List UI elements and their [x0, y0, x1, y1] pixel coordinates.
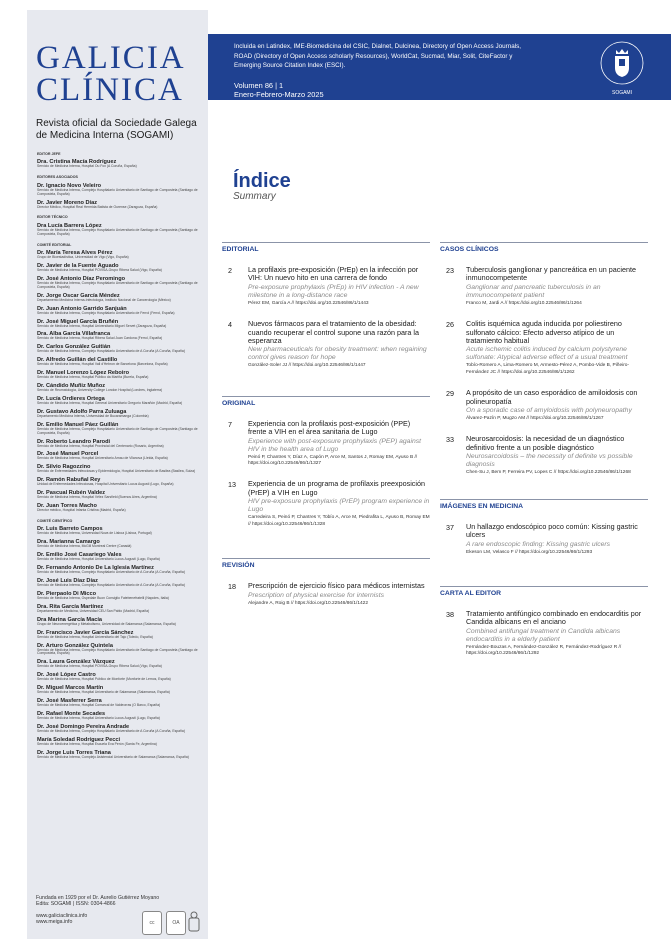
board-member [37, 409, 205, 419]
board-member [37, 383, 205, 393]
section-heading: ORIGINAL [222, 396, 430, 407]
toc-entry[interactable] [222, 266, 430, 307]
article-title[interactable]: Nuevos fármacos para el tratamiento de la obesidad: cuando recuperar el control supone una razón para la esperanza [248, 319, 420, 346]
article-subtitle: Pre-exposure prophylaxis (PrEp) in HIV infection - A new milestone in a long-distance race [248, 283, 419, 299]
member-affiliation: Departamento Medicina Interna-Infectología, Instituto Nacional de Cancerología (México) [37, 297, 171, 302]
member-affiliation: Servicio de Medicina Interna, Hospital Escuela Eva Perón (Santa Fe, Argentina) [37, 741, 157, 746]
article-authors-doi: Peinó P, Chantres Y, Díaz A, Capón P, Arce M, Santos J, Romay EM, Ayuso B // https://doi.org/10.22546/86/1/1327 [248, 454, 418, 467]
board-member [37, 357, 205, 367]
member-affiliation: Servicio de Medicina Interna, Complejo Hospitalario Universitario de A Coruña (A Coruña, España) [37, 728, 185, 733]
member-name: Dra. Marianna Camargo [37, 539, 100, 546]
page-number: 29 [446, 389, 454, 399]
member-affiliation: Servicio de Medicina Interna, Universidad Nova de Lisboa (Lisboa, Portugal) [37, 531, 152, 536]
member-affiliation: Servicio de Medicina Interna, Hospital General Universitario Gregorio Marañón (Madrid, España) [37, 400, 183, 405]
member-name: Dr. Roberto Leandro Parodi [37, 438, 111, 445]
article-authors-doi: González-Soler JJ // https://doi.org/10.22546/86/1/1447 [248, 363, 366, 369]
board-member [37, 659, 205, 669]
member-name: Dr. Javier de la Fuente Aguado [37, 262, 119, 269]
board-member [37, 565, 205, 575]
toc-entry[interactable] [440, 389, 648, 422]
society-crest-small-icon [186, 910, 202, 934]
member-name: Dr. Pascual Rubén Valdez [37, 490, 106, 497]
board-member [37, 672, 205, 682]
member-affiliation: Director Médico, Hospital Real Hermida Batista de Ourense (Zaragoza, España) [37, 204, 158, 209]
page-number: 37 [446, 522, 454, 532]
board-member [37, 604, 205, 614]
article-title[interactable]: La profilaxis pre-exposición (PrEp) en la infección por VIH: Un nuevo hito en una carrera de fondo [248, 265, 419, 283]
issn-text: Edita: SOGAMI | ISSN: 0304-4866 [36, 901, 116, 908]
volume-number: Volumen 86 | 1 [234, 81, 284, 90]
website-link[interactable]: www.galiciaclinica.info [36, 913, 88, 919]
toc-section [222, 242, 430, 370]
member-name: Dra. Cristina Macía Rodríguez [37, 159, 117, 166]
member-affiliation: Servicio de Medicina Interna, Complejo Hospitalario Universitario de Santiago de Compostela (Santiago de Compostela, España) [37, 227, 198, 236]
member-name: Dra Lucía Barrera López [37, 222, 102, 229]
member-name: Dr. Arturo González Quintela [37, 642, 113, 649]
member-affiliation: Servicio de Enfermedades Infecciosas y Epidemiología, Hospital Universitario de Basilea (Basilea, Suiza) [37, 469, 196, 474]
society-name: SOGAMI [611, 90, 632, 96]
board-section-heading: COMITÉ EDITORIAL [37, 242, 72, 247]
board-member [37, 319, 205, 329]
board-member [37, 464, 205, 474]
member-affiliation: Grupo de Bioestadística, Universidad de Vigo (Vigo, España) [37, 255, 129, 260]
toc-entry[interactable] [222, 320, 430, 370]
article-title[interactable]: Un hallazgo endoscópico poco común: Kissing gastric ulcers [466, 521, 638, 540]
member-affiliation: Servicio de Medicina Interna, Hospital Provincial del Centenario (Rosario, Argentina) [37, 443, 164, 448]
board-member [37, 263, 205, 273]
section-heading: CASOS CLÍNICOS [440, 242, 648, 253]
member-name: Dr. Ignacio Novo Veleiro [37, 182, 102, 189]
toc-right-column [440, 242, 648, 658]
toc-entry[interactable] [440, 610, 648, 658]
member-name: Dr. Rafael Monte Secades [37, 711, 106, 717]
page-number: 4 [228, 320, 232, 330]
article-authors-doi: Chen-Su J, Bem P, Ferreira PV, Lopes C // https://doi.org/10.22546/86/1/1268 [466, 470, 631, 476]
article-subtitle: HIV pre-exposure prophylaxis (PrEP) program experience in Lugo [248, 498, 430, 514]
board-member [37, 490, 205, 500]
member-name: Dr. María Teresa Alves Pérez [37, 250, 113, 257]
member-affiliation: Servicio de Medicina Interna, Complejo Hospitalario Universitario de Santiago de Compostela (Santiago de Compostela, España) [37, 280, 198, 289]
page-number: 7 [228, 419, 232, 429]
board-member [37, 200, 205, 210]
article-authors-doi: Fernández-Bouzas A, Fernández-González R, Fernández-Rodríguez R // https://doi.org/10.22546/86/1/1292 [466, 644, 622, 657]
toc-entry[interactable] [440, 435, 648, 476]
member-affiliation: Servicio de Medicina Interna, Hospital Universitario Lucus Augusti (Lugo, España) [37, 716, 160, 720]
member-affiliation: Servicio de Medicina Interna, Complejo Hospitalario Universitario de Santiago de Compostela (Santiago de Compostela, España) [37, 647, 198, 656]
toc-section [222, 558, 430, 607]
board-member [37, 591, 205, 601]
article-authors-doi: Franco M, Jardi A // https://doi.org/10.22546/86/1/1264 [466, 300, 582, 306]
member-affiliation: Servicio de Medicina Interna, Complejo Hospitalario Universitario de Santiago de Compostela (Santiago de Compostela, España) [37, 426, 198, 435]
member-name: Dr. Ramón Rabuñal Rey [37, 477, 101, 484]
member-name: Dr. Carlos González Guitián [37, 344, 111, 351]
board-member [37, 526, 205, 536]
member-name: Dr. Jorge Óscar García Méndez [37, 292, 120, 299]
member-affiliation: Servicio de Medicina Interna, Hospital Comarcal de Valdeorras (O Barco, España) [37, 703, 161, 708]
member-name: Dr. Alfredo Guillán del Castillo [37, 357, 118, 364]
board-member [37, 503, 205, 513]
toc-entry[interactable] [222, 582, 430, 607]
member-name: Dr. José Manuel Porcel [37, 451, 99, 458]
society-crest [592, 40, 652, 96]
member-affiliation: Servicio de Medicina Interna, Ospedale Buon Consiglio Fatebenefratelli (Napoles, Italia) [37, 595, 169, 600]
page-number: 18 [228, 582, 236, 592]
indexing-text: Incluida en Latindex, IME-Biomedicina del CSIC, Dialnet, Dulcinea, Directory of Open Access Journals, ROAD (Directory of Open Access scholarly Resources), WorldCat, Sucmad, Miar, Solit, CiteFactor y Emerging Source Citation Index (ESCI). [234, 43, 521, 69]
board-member [37, 276, 205, 290]
article-authors-doi: Pérez EM, García A // https://doi.org/10.22546/86/1/1443 [248, 300, 369, 306]
issue-period: Enero-Febrero-Marzo 2025 [234, 90, 324, 99]
article-authors-doi: Tobío-Romero A, Lima-Romero M, Armesto-Pérez A, Pombo-Vide B, Piñeiro-Fernández JC // https://doi.org/10.22546/86/1/1262 [466, 363, 630, 375]
member-affiliation: Servicio de Medicina Interna, Hospital Universitario del Tajo (Toledo, España) [37, 634, 153, 639]
article-subtitle: New pharmaceuticals for obesity treatment: when regaining control gives reason for hope [248, 346, 427, 362]
journal-subtitle: Revista oficial da Sociedade Galega de Medicina Interna (SOGAMI) [36, 118, 197, 141]
article-subtitle: Experience with post-exposure prophylaxis (PEP) against HIV in the health area of Lugo [248, 437, 422, 453]
member-name: Dr. Miguel Marcos Martín [37, 685, 104, 692]
board-member [37, 183, 205, 197]
board-section-heading: COMITÉ CIENTÍFICO [37, 519, 73, 523]
member-affiliation: Servicio de Medicina Interna, Hospital Vall d'Hebron de Barcelona (Barcelona, España) [37, 362, 168, 367]
member-name: Dr. José Miguel García Bruñén [37, 318, 119, 325]
board-member [37, 643, 205, 657]
board-section-heading: EDITOR JEFE [37, 152, 61, 156]
toc-entry[interactable] [440, 320, 648, 376]
member-name: Dra Marina García Macía [37, 616, 102, 623]
section-heading: CARTA AL EDITOR [440, 586, 648, 597]
board-member [37, 306, 205, 316]
board-section-heading: EDITORES ASOCIADOS [37, 175, 78, 180]
member-name: Dra. Alba García Villafranca [37, 331, 111, 338]
board-member [37, 711, 205, 721]
page-number: 33 [446, 435, 454, 445]
index-subtitle: Summary [233, 191, 276, 202]
member-affiliation: Servicio de Medicina Interna, Complejo Hospitalario Universitario de A Coruña (A Coruña, España) [37, 349, 185, 354]
toc-section [440, 586, 648, 658]
member-name: Dr. Luis Barreto Campos [37, 526, 103, 533]
member-affiliation: Servicio de Medicina Interna, McGill Montreal Centre (Canadá) [37, 544, 132, 549]
member-affiliation: Servicio de Reumatología, University College London Hospital (Londres, Inglaterra) [37, 388, 163, 393]
member-affiliation: Unidad de Enfermedades Infecciosas, Hospital Universitario Lucus Augusti (Lugo, España) [37, 482, 174, 487]
member-affiliation: Departamento Medicina Interna, Universidad de Bucaramanga (Colombia) [37, 413, 149, 418]
board-member [37, 477, 205, 487]
toc-entry[interactable] [440, 266, 648, 307]
board-member [37, 331, 205, 341]
article-subtitle: On a sporadic case of amyloidosis with polyneuropathy [466, 407, 632, 415]
article-title[interactable]: Tratamiento antifúngico combinado en endocarditis por Candida albicans en el anciano [466, 608, 642, 627]
toc-entry[interactable] [440, 523, 648, 556]
member-name: Dr. Lucía Ordieres Ortega [37, 395, 105, 402]
member-name: Dra. Rita García Martínez [37, 603, 104, 610]
crest-icon [592, 40, 652, 88]
board-member [37, 223, 205, 237]
member-name: María Soledad Rodríguez Pecci [37, 736, 120, 743]
issue-info [234, 81, 434, 99]
member-affiliation: Servicio de Medicina Interna, Hospital POVISA-Grupo Ribera Salud (Vigo, España) [37, 664, 162, 669]
board-member [37, 293, 205, 303]
member-affiliation: Servicio de Medicina Interna, Hospital Universitario Miguel Servet (Zaragoza, España) [37, 323, 167, 328]
website-link-2[interactable]: www.meiga.info [36, 919, 73, 926]
editorial-board [37, 146, 205, 760]
article-title[interactable]: Neurosarcoidosis: la necesidad de un diagnóstico definitivo frente a un posible diagnóstico [466, 434, 625, 452]
board-member [37, 396, 205, 406]
board-member [37, 539, 205, 549]
toc-section [222, 396, 430, 528]
article-authors-doi: Alejandre A, Roig B // https://doi.org/10.22546/86/1/1422 [248, 600, 369, 606]
member-affiliation: Servicio de Medicina Interna, Complejo Hospitalario Universitario de Santiago de Compostela (Santiago de Compostela, España) [37, 187, 198, 196]
article-title[interactable]: Experiencia de un programa de profilaxis preexposición (PrEP) a VIH en Lugo [248, 479, 425, 497]
member-name: Dr. José Masferrer Serra [37, 698, 102, 705]
toc-entry[interactable] [222, 480, 430, 528]
article-subtitle: Prescription of physical exercise for internists [248, 591, 384, 599]
article-subtitle: Combined antifungal treatment in Candida albicans endocarditis in a elderly patient [466, 627, 621, 643]
board-member [37, 578, 205, 588]
board-member [37, 552, 205, 562]
article-authors-doi: Álvarez-Pazín P, Mugzo AM // https://doi.org/10.22546/86/1/1267 [466, 416, 604, 422]
member-name: Dr. Pierpaolo Di Micco [37, 590, 97, 597]
member-name: Dr. Jorge Luis Torres Triana [37, 749, 111, 756]
board-member [37, 737, 205, 747]
article-subtitle: Acute ischemic colitis induced by calcium polystyrene sulfonate: Atypical adverse effect of a usual treatment [466, 346, 628, 362]
article-subtitle: A rare endoscopic finding: Kissing gastric ulcers [466, 540, 611, 548]
member-name: Dr. José Antonio Díaz Peromingo [37, 275, 126, 282]
member-name: Dr. Emilio Manuel Páez Guillán [37, 421, 119, 428]
founded-text: Fundada en 1929 por el Dr. Aurelio Gutiérrez Moyano [36, 895, 160, 901]
article-authors-doi: Ekeson LM, Velasco F // https://doi.org/10.22546/86/1/1293 [466, 549, 593, 555]
board-member [37, 451, 205, 461]
article-title[interactable]: Experiencia con la profilaxis post-exposición (PPE) frente a VIH en el área sanitaria de Lugo [248, 418, 411, 437]
page-number: 38 [446, 609, 454, 619]
index-title: Índice [233, 170, 291, 192]
board-member [37, 750, 205, 760]
page-number: 2 [228, 266, 232, 275]
board-section-heading: EDITOR TÉCNICO [37, 215, 68, 220]
member-affiliation: Servicio de Medicina Interna, Complejo Hospitalario Universitario de Ferrol (Ferrol, España) [37, 310, 175, 315]
page-number: 26 [446, 320, 454, 330]
member-affiliation: Servicio de Medicina Interna, Hospital Público da Mariña (Burela, España) [37, 375, 149, 380]
member-affiliation: Departamento de Medicina, Universidad CEU San Pablo (Madrid, España) [37, 608, 150, 613]
board-member [37, 422, 205, 436]
article-title[interactable]: A propósito de un caso esporádico de amiloidosis con polineuropatía [466, 388, 638, 406]
creative-commons-icon: cc [142, 911, 162, 935]
member-name: Dr. José Luis Díaz Díaz [37, 578, 98, 585]
member-name: Dr. Javier Moreno Díaz [37, 199, 97, 206]
member-affiliation: Grupo de Neuroenergética y Metabolismo, Universidad de Salamanca (Salamanca, España) [37, 621, 176, 626]
member-name: Dr. José Domingo Pereira Andrade [37, 723, 130, 730]
header-banner [208, 34, 671, 100]
section-heading: REVISIÓN [222, 558, 430, 569]
section-heading: IMÁGENES EN MEDICINA [440, 499, 648, 510]
board-member [37, 439, 205, 449]
board-member [37, 724, 205, 734]
member-affiliation: Director médico, Hospital Infanta Cristina (Madrid, España) [37, 508, 126, 513]
member-affiliation: Servicio de Medicina Interna, Hospital Ou Fox (A Coruña, España) [37, 164, 137, 169]
board-member [37, 698, 205, 708]
board-member [37, 617, 205, 627]
toc-entry[interactable] [222, 420, 430, 468]
board-member [37, 159, 205, 169]
journal-logo [36, 42, 206, 106]
article-title[interactable]: Colitis isquémica aguda inducida por poliestireno sulfonato cálcico: Efecto adverso atípico de un tratamiento habitual [466, 319, 622, 346]
logo-line-2: CLÍNICA [36, 72, 184, 108]
member-affiliation: Servicio de Medicina Interna, Hospital Público de Monforte (Monforte de Lemos, España) [37, 677, 171, 682]
page-number: 23 [446, 266, 454, 275]
member-name: Dr. Juan Antonio Garrido Sanjuán [37, 305, 127, 312]
member-affiliation: Servicio de Medicina Interna, Hospital Ribera Salud Juan Cardona (Ferrol, España) [37, 336, 163, 341]
member-name: Dr. Juan Torres Macho [37, 503, 97, 510]
member-name: Dr. Gustavo Adolfo Parra Zuluaga [37, 408, 127, 415]
article-subtitle: Ganglionar and pancreatic tuberculosis in an immunocompetent patient [466, 283, 601, 299]
article-title[interactable]: Prescripción de ejercicio físico para médicos internistas [248, 581, 425, 591]
board-member [37, 250, 205, 260]
board-member [37, 344, 205, 354]
member-name: Dr. José López Castro [37, 672, 96, 679]
member-affiliation: Servicio de Medicina Interna, Hospital Universitario Arnau de Vilanova (Lleida, España) [37, 456, 168, 461]
member-name: Dr. Emilio José Casariego Vales [37, 552, 122, 559]
section-heading: EDITORIAL [222, 242, 430, 253]
article-title[interactable]: Tuberculosis ganglionar y pancreática en un paciente inmunocompetente [466, 265, 636, 283]
member-name: Dr. Cándido Muñiz Muñoz [37, 383, 106, 390]
article-subtitle: Neurosarcoidosis – the necessity of definite vs possible diagnosis [466, 453, 633, 469]
page-number: 13 [228, 480, 236, 490]
member-name: Dra. Laura González Vázquez [37, 659, 115, 666]
member-affiliation: Servicio de Medicina Interna, Complejo Hospitalario Universitario de A Coruña (A Coruña, España) [37, 570, 185, 575]
article-authors-doi: Carredeira S, Peinó P, Chantres Y, Tobío A, Arce M, Piedrafita L, Ayuso B, Romay EM // https://doi.org/10.22546/86/1/1328 [248, 515, 430, 527]
member-affiliation: Servicio de Medicina Interna, Complejo Hospitalario Universitario de A Coruña (A Coruña, España) [37, 583, 185, 588]
toc-section [440, 242, 648, 477]
member-affiliation: Servicio de Medicina Interna, Hospital POVISA-Grupo Ribera Salud (Vigo, España) [37, 267, 162, 272]
toc-left-column [222, 242, 430, 607]
member-affiliation: Servicio de Medicina Interna, Hospital Vélez Sarsfield (Buenos Aires, Argentina) [37, 495, 157, 500]
board-member [37, 630, 205, 640]
member-name: Dr. Fernando Antonio De La Iglesia Martínez [37, 565, 154, 572]
member-affiliation: Servicio de Medicina Interna, Hospital Universitario Lucus Augusti (Lugo, España) [37, 557, 160, 562]
logo-line-1: GALICIA [36, 40, 186, 76]
member-affiliation: Servicio de Medicina Interna, Complejo Asistencial Universitario de Salamanca (Salamanca, España) [37, 754, 189, 759]
board-member [37, 370, 205, 380]
toc-section [440, 499, 648, 556]
member-name: Dr. Francisco Javier García Sánchez [37, 629, 134, 636]
open-access-icon: OA [166, 911, 186, 935]
board-member [37, 685, 205, 695]
member-name: Dr. Silvio Ragozzino [37, 464, 91, 471]
member-name: Dr. Manuel Lorenzo López Reboiro [37, 370, 129, 377]
member-affiliation: Servicio de Medicina Interna, Hospital Universitario de Salamanca (Salamanca, España) [37, 690, 170, 695]
